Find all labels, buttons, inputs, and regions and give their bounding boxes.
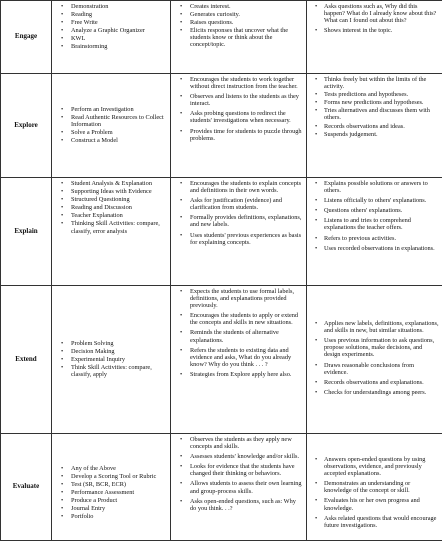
list-item: • Evaluates his or her own progress and knowledge. <box>324 497 439 511</box>
list-item: • Student Analysis & Explanation <box>71 180 167 187</box>
student-activities-list <box>55 465 167 521</box>
list-item: • Journal Entry <box>71 505 167 512</box>
list-item: • Generates curiosity. <box>190 11 303 18</box>
phase-label: Evaluate <box>1 434 52 541</box>
list-item: • Solve a Problem <box>71 129 167 136</box>
list-item: • Decision Making <box>71 348 167 355</box>
student-activities-cell <box>52 178 171 286</box>
list-item: • Supporting Ideas with Evidence <box>71 188 167 195</box>
teacher-actions-cell <box>171 286 307 434</box>
teacher-actions-cell <box>171 74 307 178</box>
list-item: • Tries alternatives and discusses them with others. <box>324 107 439 121</box>
list-item: • Perform an Investigation <box>71 106 167 113</box>
list-item: • Free Write <box>71 19 167 26</box>
list-item: • Shows interest in the topic. <box>324 27 439 34</box>
list-item: • Asks open-ended questions, such as: Why do you think. . .? <box>190 498 303 512</box>
teacher-actions-list <box>174 3 303 49</box>
student-activities-cell <box>52 286 171 434</box>
list-item: • Answers open-ended questions by using observations, evidence, and previously accepted explanations. <box>324 456 439 477</box>
list-item: • Demonstration <box>71 3 167 10</box>
list-item: • Refers to previous activities. <box>324 235 439 242</box>
learner-actions-cell <box>307 178 442 286</box>
phase-label: Explore <box>1 74 52 178</box>
learner-actions-list <box>310 180 439 252</box>
row-engage <box>1 1 442 74</box>
list-item: • Provides time for students to puzzle through problems. <box>190 128 303 142</box>
list-item: • Any of the Above <box>71 465 167 472</box>
list-item: • Structured Questioning <box>71 196 167 203</box>
list-item: • Teacher Explanation <box>71 212 167 219</box>
list-item: • Suspends judgement. <box>324 131 439 138</box>
row-evaluate <box>1 434 442 541</box>
learner-actions-list <box>310 320 439 396</box>
list-item: • Uses previous information to ask questions, propose solutions, make decisions, and design experiments. <box>324 337 439 358</box>
learner-actions-cell <box>307 286 442 434</box>
list-item: • Explains possible solutions or answers to others. <box>324 180 439 194</box>
list-item: • Experimental Inquiry <box>71 356 167 363</box>
list-item: • Asks questions such as, Why did this happen? What do I already know about this? What can I found out about this? <box>324 3 439 24</box>
list-item: • Brainstorming <box>71 43 167 50</box>
list-item: • Raises questions. <box>190 19 303 26</box>
list-item: • Strategies from Explore apply here also. <box>190 371 303 378</box>
list-item: • Encourages the students to explain concepts and definitions in their own words. <box>190 180 303 194</box>
learner-actions-cell <box>307 1 442 74</box>
list-item: • Encourages the students to apply or extend the concepts and skills in new situations. <box>190 312 303 326</box>
teacher-actions-list <box>174 288 303 378</box>
list-item: • Records observations and ideas. <box>324 123 439 130</box>
list-item: • Reading and Discussion <box>71 204 167 211</box>
learner-actions-list <box>310 456 439 529</box>
list-item: • Applies new labels, definitions, explanations, and skills in new, but similar situations. <box>324 320 439 334</box>
list-item: • Forms new predictions and hypotheses. <box>324 99 439 106</box>
teacher-actions-cell <box>171 434 307 541</box>
list-item: • Asks for justification (evidence) and clarification from students. <box>190 197 303 211</box>
student-activities-list <box>55 340 167 378</box>
list-item: • Produce a Product <box>71 497 167 504</box>
teacher-actions-list <box>174 180 303 246</box>
list-item: • Listens to and tries to comprehend explanations the teacher offers. <box>324 217 439 231</box>
list-item: • Tests predictions and hypotheses. <box>324 91 439 98</box>
row-extend <box>1 286 442 434</box>
list-item: • Encourages the students to work together without direct instruction from the teacher. <box>190 76 303 90</box>
list-item: • Think Skill Activities: compare, classify, apply <box>71 364 167 378</box>
list-item: • Demonstrates an understanding or knowledge of the concept or skill. <box>324 480 439 494</box>
learner-actions-list <box>310 3 439 34</box>
list-item: • Portfolio <box>71 513 167 520</box>
list-item: • Elicits responses that uncover what the students know or think about the concept/topic. <box>190 27 303 48</box>
table-body <box>1 1 442 541</box>
list-item: • Test (SR, BCR, ECR) <box>71 481 167 488</box>
student-activities-cell <box>52 74 171 178</box>
list-item: • Reading <box>71 11 167 18</box>
list-item: • Read Authentic Resources to Collect Information <box>71 114 167 128</box>
list-item: • Observes the students as they apply new concepts and skills. <box>190 436 303 450</box>
phase-label: Engage <box>1 1 52 74</box>
teacher-actions-list <box>174 436 303 512</box>
list-item: • Uses students' previous experiences as basis for explaining concepts. <box>190 232 303 246</box>
list-item: • Asks probing questions to redirect the students' investigations when necessary. <box>190 110 303 124</box>
list-item: • Analyze a Graphic Organizer <box>71 27 167 34</box>
list-item: • Checks for understandings among peers. <box>324 389 439 396</box>
list-item: • Allows students to assess their own learning and group-process skills. <box>190 480 303 494</box>
student-activities-list <box>55 106 167 144</box>
list-item: • Problem Solving <box>71 340 167 347</box>
student-activities-cell <box>52 1 171 74</box>
learner-actions-cell <box>307 434 442 541</box>
teacher-actions-cell <box>171 1 307 74</box>
list-item: • Observes and listens to the students as they interact. <box>190 93 303 107</box>
list-item: • Looks for evidence that the students have changed their thinking or behaviors. <box>190 463 303 477</box>
list-item: • Draws reasonable conclusions from evidence. <box>324 362 439 376</box>
list-item: • Listens officially to others' explanations. <box>324 197 439 204</box>
list-item: • Construct a Model <box>71 137 167 144</box>
list-item: • Performance Assessment <box>71 489 167 496</box>
list-item: • Formally provides definitions, explanations, and new labels. <box>190 214 303 228</box>
list-item: • Develop a Scoring Tool or Rubric <box>71 473 167 480</box>
list-item: • Assesses students' knowledge and/or skills. <box>190 453 303 460</box>
teacher-actions-list <box>174 76 303 142</box>
list-item: • Records observations and explanations. <box>324 379 439 386</box>
list-item: • Questions others' explanations. <box>324 207 439 214</box>
list-item: • Uses recorded observations in explanations. <box>324 245 439 252</box>
list-item: • Creates interest. <box>190 3 303 10</box>
learner-actions-cell <box>307 74 442 178</box>
student-activities-list <box>55 3 167 51</box>
phase-label: Explain <box>1 178 52 286</box>
teacher-actions-cell <box>171 178 307 286</box>
row-explain <box>1 178 442 286</box>
list-item: • Thinks freely but within the limits of the activity. <box>324 76 439 90</box>
phase-label: Extend <box>1 286 52 434</box>
list-item: • Refers the students to existing data and evidence and asks, What do you already know? Why do you think . . . ? <box>190 347 303 368</box>
row-explore <box>1 74 442 178</box>
list-item: • Asks related questions that would encourage future investigations. <box>324 515 439 529</box>
list-item: • Reminds the students of alternative explanations. <box>190 329 303 343</box>
student-activities-list <box>55 180 167 235</box>
list-item: • KWL <box>71 35 167 42</box>
list-item: • Thinking Skill Activities: compare, classify, error analysis <box>71 220 167 234</box>
list-item: • Expects the students to use formal labels, definitions, and explanations provided previously. <box>190 288 303 309</box>
learner-actions-list <box>310 76 439 138</box>
student-activities-cell <box>52 434 171 541</box>
